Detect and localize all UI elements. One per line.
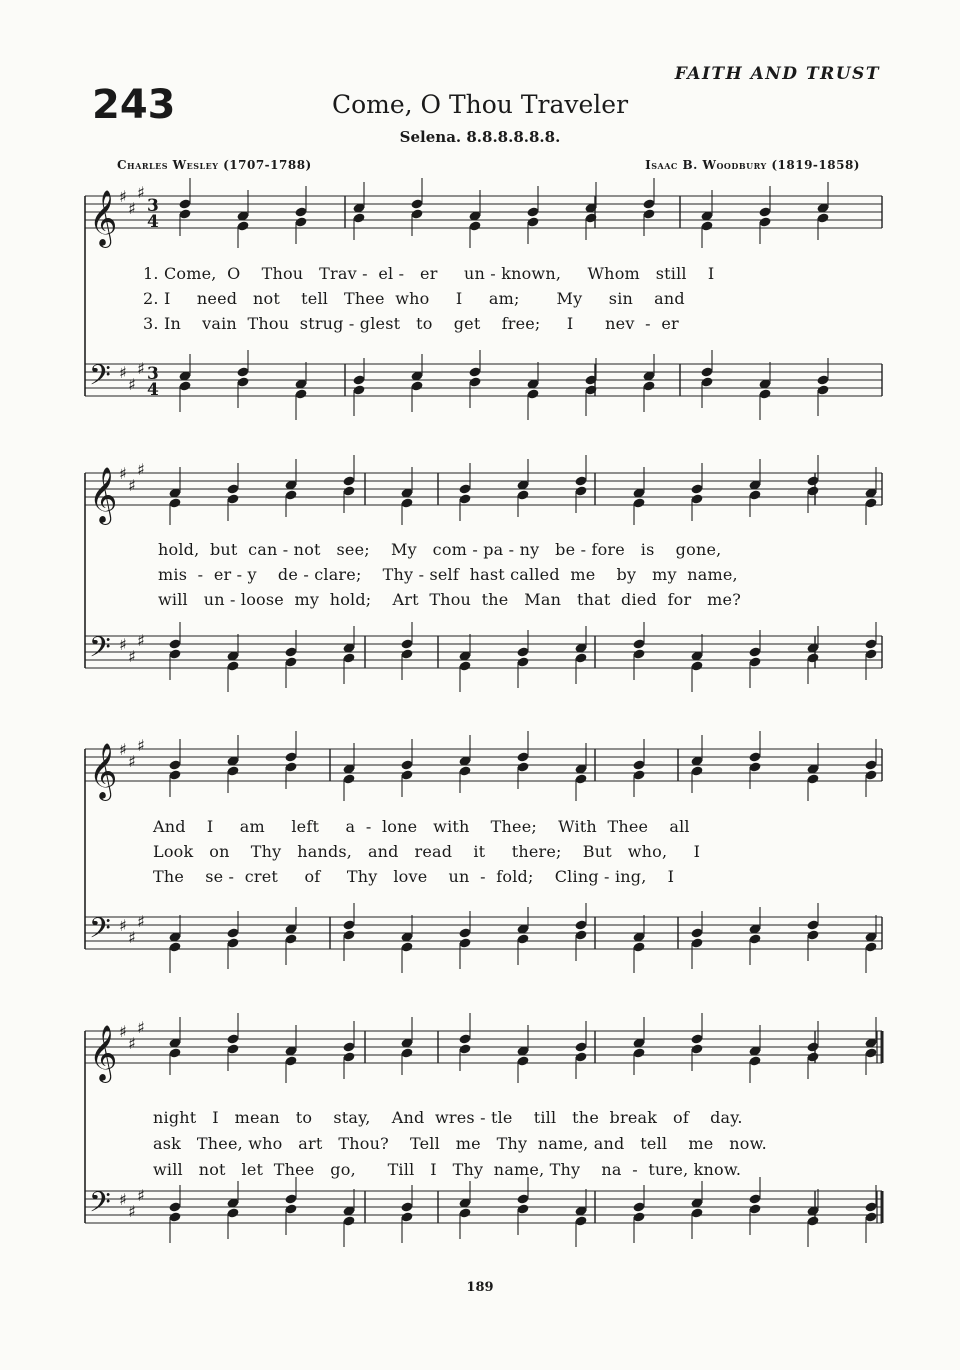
lyrics-system-3-verse-2: Look on Thy hands, and read it there; But who, I (153, 842, 701, 861)
sharp-icon: ♯ (128, 928, 136, 947)
bass-clef-icon: 𝄢 (89, 1186, 111, 1226)
treble-clef-icon: 𝄞 (89, 743, 118, 799)
sharp-icon: ♯ (137, 359, 145, 378)
section-title: FAITH AND TRUST (674, 64, 880, 84)
sharp-icon: ♯ (128, 375, 136, 394)
tune-meter: Selena. 8.8.8.8.8.8. (399, 128, 561, 146)
time-signature-top: 3 (147, 364, 159, 384)
bass-clef-icon: 𝄢 (89, 359, 111, 399)
author-credit: Charles Wesley (1707-1788) (117, 158, 312, 172)
sharp-icon: ♯ (137, 912, 145, 931)
bass-clef-icon: 𝄢 (89, 631, 111, 671)
sharp-icon: ♯ (137, 183, 145, 202)
lyrics-system-2-verse-2: mis - er - y de - clare; Thy - self hast called me by my name, (158, 565, 738, 584)
treble-clef-icon: 𝄞 (89, 190, 118, 246)
sharp-icon: ♯ (128, 199, 136, 218)
sharp-icon: ♯ (119, 1022, 127, 1041)
lyrics-system-2-verse-3: will un - loose my hold; Art Thou the Man that died for me? (158, 590, 741, 609)
sharp-icon: ♯ (128, 647, 136, 666)
page-number: 189 (466, 1280, 494, 1295)
time-signature-top: 3 (147, 196, 159, 216)
lyrics-system-3-verse-1: And I am left a - lone with Thee; With Thee all (153, 817, 690, 836)
sharp-icon: ♯ (119, 916, 127, 935)
lyrics-system-1-verse-1: 1. Come, O Thou Trav - el - er un - known, Whom still I (143, 264, 715, 283)
lyrics-system-1-verse-3: 3. In vain Thou strug - glest to get free; I nev - er (143, 314, 679, 333)
sharp-icon: ♯ (128, 1202, 136, 1221)
bass-clef-icon: 𝄢 (89, 912, 111, 952)
sharp-icon: ♯ (137, 631, 145, 650)
lyrics-system-3-verse-3: The se - cret of Thy love un - fold; Cling - ing, I (153, 867, 675, 886)
hymn-number: 243 (92, 82, 176, 128)
time-signature-bottom: 4 (147, 212, 159, 232)
sharp-icon: ♯ (137, 1186, 145, 1205)
sharp-icon: ♯ (119, 1190, 127, 1209)
sharp-icon: ♯ (119, 464, 127, 483)
lyrics-system-1-verse-2: 2. I need not tell Thee who I am; My sin and (143, 289, 685, 308)
sharp-icon: ♯ (119, 635, 127, 654)
sharp-icon: ♯ (128, 752, 136, 771)
lyrics-system-2-verse-1: hold, but can - not see; My com - pa - ny be - fore is gone, (158, 540, 722, 559)
hymn-title: Come, O Thou Traveler (331, 90, 629, 119)
sharp-icon: ♯ (119, 187, 127, 206)
composer-credit: Isaac B. Woodbury (1819-1858) (645, 158, 860, 172)
lyrics-system-4-verse-1: night I mean to stay, And wres - tle till the break of day. (153, 1108, 743, 1127)
sharp-icon: ♯ (128, 476, 136, 495)
sharp-icon: ♯ (137, 460, 145, 479)
treble-clef-icon: 𝄞 (89, 1025, 118, 1081)
time-signature-bottom: 4 (147, 380, 159, 400)
sharp-icon: ♯ (119, 740, 127, 759)
treble-clef-icon: 𝄞 (89, 467, 118, 523)
lyrics-system-4-verse-3: will not let Thee go, Till I Thy name, Thy na - ture, know. (153, 1160, 742, 1179)
sharp-icon: ♯ (128, 1034, 136, 1053)
sharp-icon: ♯ (137, 1018, 145, 1037)
sharp-icon: ♯ (137, 736, 145, 755)
sharp-icon: ♯ (119, 363, 127, 382)
lyrics-system-4-verse-2: ask Thee, who art Thou? Tell me Thy name, and tell me now. (153, 1134, 767, 1153)
